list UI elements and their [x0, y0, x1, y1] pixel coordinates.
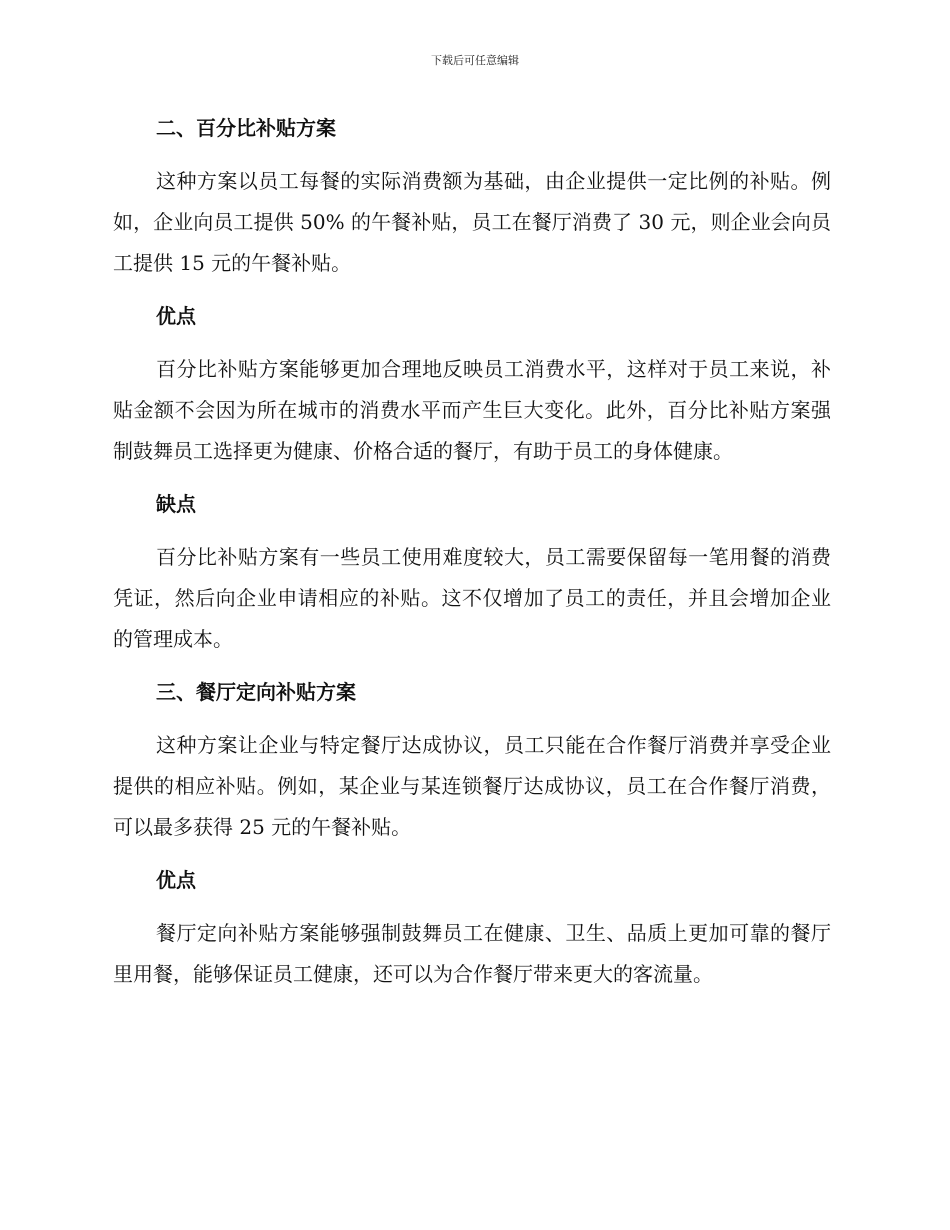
section-paragraph-advantages-1: 百分比补贴方案能够更加合理地反映员工消费水平，这样对于员工来说，补贴金额不会因为所在城市的消费水平而产生巨大变化。此外，百分比补贴方案强制鼓舞员工选择更为健康、价格合适的餐厅，有助于员工的身体健康。	[113, 357, 831, 463]
section-heading-advantages-2: 优点	[156, 868, 196, 892]
section-paragraph-restaurant-subsidy: 这种方案让企业与特定餐厅达成协议，员工只能在合作餐厅消费并享受企业提供的相应补贴。例如，某企业与某连锁餐厅达成协议，员工在合作餐厅消费，可以最多获得 25 元的午餐补贴。	[113, 733, 831, 839]
document-body	[113, 107, 831, 995]
section-heading-percentage-subsidy: 二、百分比补贴方案	[156, 116, 336, 140]
section-heading-disadvantages: 缺点	[156, 492, 196, 516]
page-header: 下载后可任意编辑	[431, 54, 519, 67]
section-heading-restaurant-subsidy: 三、餐厅定向补贴方案	[156, 680, 356, 704]
section-paragraph-percentage-subsidy: 这种方案以员工每餐的实际消费额为基础，由企业提供一定比例的补贴。例如，企业向员工提供 50% 的午餐补贴，员工在餐厅消费了 30 元，则企业会向员工提供 15 元的午餐补贴。	[113, 169, 831, 275]
section-heading-advantages-1: 优点	[156, 304, 196, 328]
section-paragraph-disadvantages: 百分比补贴方案有一些员工使用难度较大，员工需要保留每一笔用餐的消费凭证，然后向企业申请相应的补贴。这不仅增加了员工的责任，并且会增加企业的管理成本。	[113, 545, 831, 651]
section-paragraph-advantages-2: 餐厅定向补贴方案能够强制鼓舞员工在健康、卫生、品质上更加可靠的餐厅里用餐，能够保证员工健康，还可以为合作餐厅带来更大的客流量。	[113, 921, 831, 986]
